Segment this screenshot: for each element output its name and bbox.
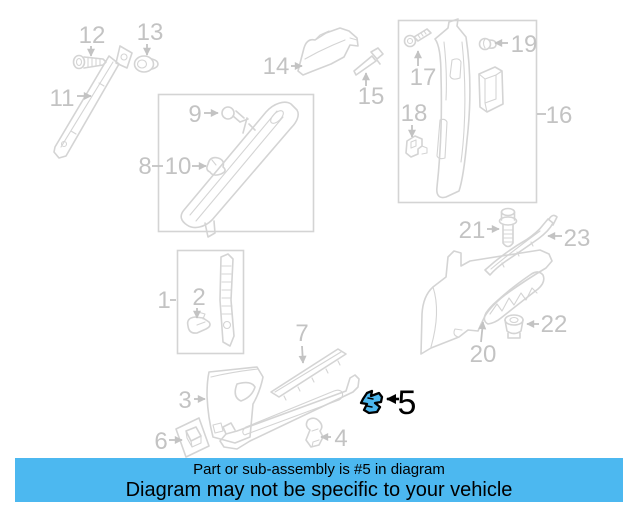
part-2-clip-drawing	[188, 312, 210, 333]
part-5-clip-shape	[361, 391, 382, 413]
part-7-strip-drawing	[271, 349, 346, 400]
callout-16: 16	[545, 102, 573, 129]
part-19-clip-drawing	[480, 39, 497, 50]
callout-3: 3	[178, 387, 192, 414]
part-13-grommet-drawing	[135, 56, 159, 72]
highlight-banner	[15, 458, 623, 502]
banner-line1: Part or sub-assembly is #5 in diagram	[193, 460, 445, 478]
callout-18: 18	[400, 100, 428, 127]
callout-4: 4	[334, 425, 348, 452]
part-21-screw-drawing	[500, 209, 517, 247]
callout-arrows	[77, 43, 562, 440]
part-15-pin-drawing	[354, 48, 383, 75]
banner-line2: Diagram may not be specific to your vehicle	[125, 478, 513, 501]
callout-8: 8	[138, 153, 152, 180]
callout-labels	[50, 19, 591, 455]
callout-19: 19	[510, 31, 538, 58]
part-1-strip-drawing	[220, 254, 234, 346]
callout-10: 10	[164, 153, 192, 180]
callout-14: 14	[262, 53, 290, 80]
callout-2: 2	[192, 284, 206, 311]
part-16-striker-block-drawing	[479, 67, 503, 112]
part-12-screw-drawing	[74, 56, 107, 69]
callout-13: 13	[136, 19, 164, 46]
part-23-sill-strip-drawing	[485, 215, 557, 275]
part-18-clip-drawing	[406, 136, 427, 157]
callout-22: 22	[540, 311, 568, 338]
part-20-sill-plate-drawing	[421, 250, 552, 354]
part-17-screw-drawing	[405, 29, 432, 47]
callout-12: 12	[78, 22, 106, 49]
part-4-clip-drawing	[306, 418, 323, 447]
callout-7: 7	[295, 320, 309, 347]
callout-1: 1	[157, 287, 171, 314]
callout-6: 6	[154, 428, 168, 455]
part-22-grommet-drawing	[505, 315, 523, 338]
callout-5: 5	[397, 384, 417, 422]
callout-21: 21	[458, 217, 486, 244]
callout-23: 23	[563, 225, 591, 252]
part-9-pin-drawing	[222, 107, 255, 133]
part-14-cowl-trim-drawing	[298, 28, 358, 75]
callout-20: 20	[469, 341, 497, 368]
callout-9: 9	[188, 101, 202, 128]
callout-15: 15	[357, 83, 385, 110]
callout-7-arrow	[302, 346, 303, 363]
callout-17: 17	[409, 64, 437, 91]
callout-11: 11	[49, 85, 75, 112]
part-16-bpillar-trim-drawing	[435, 19, 470, 198]
part-5-highlighted-clip	[361, 384, 416, 422]
part-6-clip-drawing	[176, 418, 209, 457]
